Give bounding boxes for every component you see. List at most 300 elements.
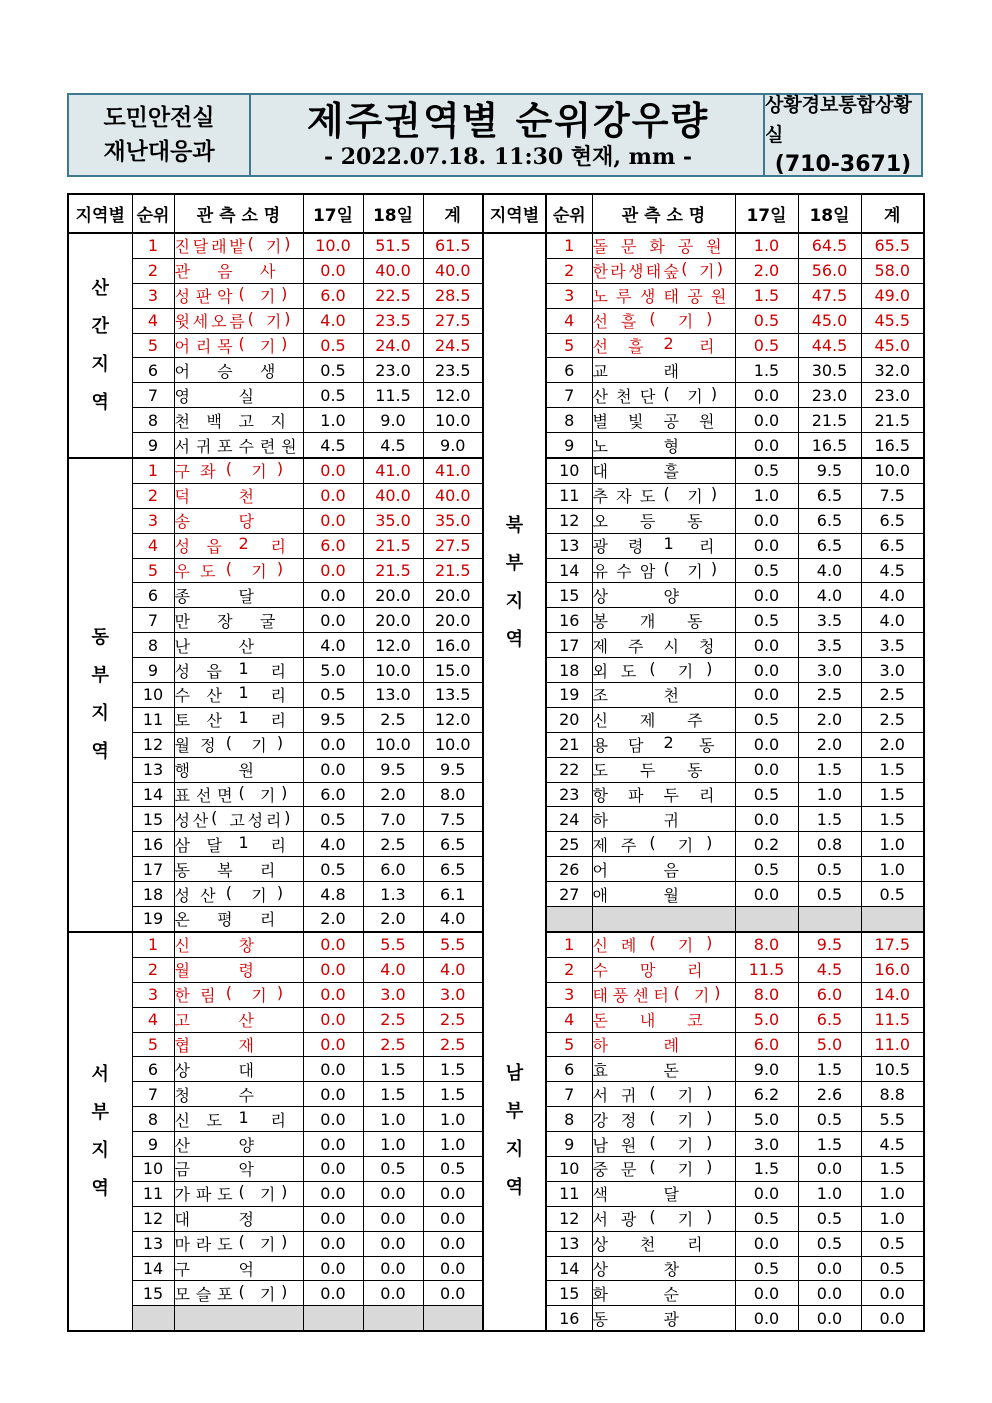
left-day17: 4.5 <box>303 433 363 458</box>
right-total: 58.0 <box>861 258 924 283</box>
left-rank: 5 <box>132 558 174 583</box>
right-total: 65.5 <box>861 233 924 258</box>
station-name-text: 윗 세 오 름 ( 기 ) <box>174 309 291 332</box>
right-day18: 1.5 <box>798 807 861 832</box>
left-rank: 7 <box>132 608 174 633</box>
right-total: 7.5 <box>861 483 924 508</box>
left-rank: 8 <box>132 1107 174 1132</box>
right-day18: 16.5 <box>798 433 861 458</box>
station-name-text: 선 흘 2 리 <box>592 334 715 356</box>
left-day18: 2.0 <box>363 907 423 932</box>
station-name-text: 금 악 <box>174 1160 254 1180</box>
left-rank: 5 <box>132 333 174 358</box>
right-day17: 5.0 <box>735 1107 798 1132</box>
right-day18: 0.5 <box>798 1107 861 1132</box>
right-station <box>592 732 735 757</box>
right-rank: 4 <box>546 1007 592 1032</box>
right-day17: 0.0 <box>735 1181 798 1206</box>
right-day17: 0.5 <box>735 707 798 732</box>
left-total: 0.0 <box>423 1256 483 1281</box>
station-name-text: 성 읍 1 리 <box>174 658 286 681</box>
right-day17: 0.0 <box>735 408 798 433</box>
left-rank: 9 <box>132 433 174 458</box>
right-total: 16.0 <box>861 957 924 982</box>
left-rank: 17 <box>132 857 174 882</box>
right-station <box>592 1306 735 1331</box>
left-station <box>174 1156 303 1181</box>
left-rank: 6 <box>132 358 174 383</box>
station-name-text: 하 례 <box>592 1035 679 1055</box>
left-day18: 21.5 <box>363 533 423 558</box>
col-day18-left: 18일 <box>363 194 423 233</box>
right-day18: 4.0 <box>798 558 861 583</box>
right-rank: 9 <box>546 1132 592 1157</box>
left-day18: 1.5 <box>363 1082 423 1107</box>
right-day17: 0.5 <box>735 558 798 583</box>
station-name-text: 신 례 ( 기 ) <box>592 933 713 956</box>
right-day18: 0.5 <box>798 882 861 907</box>
left-station <box>174 907 303 932</box>
left-day17: 0.0 <box>303 558 363 583</box>
right-total: 21.5 <box>861 408 924 433</box>
right-rank: 17 <box>546 633 592 658</box>
left-day18: 4.5 <box>363 433 423 458</box>
left-total: 35.0 <box>423 508 483 533</box>
left-day18: 22.5 <box>363 283 423 308</box>
right-station <box>592 258 735 283</box>
right-day18: 1.5 <box>798 757 861 782</box>
left-day17: 0.0 <box>303 1256 363 1281</box>
left-day17: 0.0 <box>303 1057 363 1082</box>
left-total: 0.5 <box>423 1156 483 1181</box>
col-day17-right: 17일 <box>735 194 798 233</box>
left-day18: 0.0 <box>363 1181 423 1206</box>
left-station <box>174 857 303 882</box>
right-station <box>592 308 735 333</box>
left-total: 40.0 <box>423 483 483 508</box>
right-day18: 56.0 <box>798 258 861 283</box>
station-name-text: 천 백 고 지 <box>174 411 286 431</box>
right-total: 2.0 <box>861 732 924 757</box>
right-day17: 11.5 <box>735 957 798 982</box>
right-rank: 15 <box>546 1281 592 1306</box>
left-rank: 16 <box>132 832 174 857</box>
office-box <box>763 95 921 175</box>
right-rank: 12 <box>546 1206 592 1231</box>
right-station <box>592 408 735 433</box>
right-station <box>592 508 735 533</box>
right-total: 1.0 <box>861 1181 924 1206</box>
left-rank: 8 <box>132 633 174 658</box>
left-day18: 2.0 <box>363 782 423 807</box>
station-name-text: 별 빛 공 원 <box>592 411 715 431</box>
right-total: 0.5 <box>861 1256 924 1281</box>
table-header-row <box>68 194 924 233</box>
right-day18: 64.5 <box>798 233 861 258</box>
right-day18: 0.0 <box>798 1281 861 1306</box>
station-name-text: 동 광 <box>592 1309 679 1329</box>
right-rank: 14 <box>546 558 592 583</box>
left-day17: 0.5 <box>303 857 363 882</box>
left-day17: 0.0 <box>303 1032 363 1057</box>
region-char: 지 <box>505 1139 524 1161</box>
left-day17: 5.0 <box>303 658 363 683</box>
right-day18: 1.5 <box>798 1132 861 1157</box>
left-rank: 8 <box>132 408 174 433</box>
left-day18: 1.5 <box>363 1057 423 1082</box>
right-day18: 1.5 <box>798 1057 861 1082</box>
left-day18: 35.0 <box>363 508 423 533</box>
right-rank: 10 <box>546 1156 592 1181</box>
left-day18: 51.5 <box>363 233 423 258</box>
right-rank: 7 <box>546 1082 592 1107</box>
right-day18: 21.5 <box>798 408 861 433</box>
left-total: 1.5 <box>423 1082 483 1107</box>
right-day18: 6.5 <box>798 508 861 533</box>
right-empty-cell <box>735 907 798 932</box>
left-total: 5.5 <box>423 932 483 957</box>
right-total: 4.5 <box>861 558 924 583</box>
station-name-text: 우 도 ( 기 ) <box>174 559 284 582</box>
department-line-1: 도민안전실 <box>103 105 215 131</box>
left-day18: 6.0 <box>363 857 423 882</box>
right-station <box>592 633 735 658</box>
left-rank: 1 <box>132 233 174 258</box>
left-day17: 2.0 <box>303 907 363 932</box>
left-day17: 0.0 <box>303 732 363 757</box>
left-station <box>174 1007 303 1032</box>
left-station <box>174 683 303 708</box>
right-day17: 6.2 <box>735 1082 798 1107</box>
left-day18: 11.5 <box>363 383 423 408</box>
table-row <box>68 233 924 258</box>
left-day18: 12.0 <box>363 633 423 658</box>
left-total: 27.5 <box>423 308 483 333</box>
right-total: 5.5 <box>861 1107 924 1132</box>
station-name-text: 강 정 ( 기 ) <box>592 1107 713 1130</box>
left-total: 28.5 <box>423 283 483 308</box>
left-total: 4.0 <box>423 907 483 932</box>
left-station <box>174 1206 303 1231</box>
station-name-text: 돈 내 코 <box>592 1011 703 1031</box>
left-day17: 0.0 <box>303 608 363 633</box>
left-station <box>174 882 303 907</box>
right-station <box>592 957 735 982</box>
left-day17: 0.0 <box>303 483 363 508</box>
right-total: 11.5 <box>861 1007 924 1032</box>
right-rank: 11 <box>546 483 592 508</box>
region-char: 산 <box>91 277 109 299</box>
left-total: 1.0 <box>423 1132 483 1157</box>
table-row <box>68 932 924 957</box>
right-day17: 0.0 <box>735 732 798 757</box>
left-station <box>174 258 303 283</box>
right-station <box>592 683 735 708</box>
department-line-2: 재난대응과 <box>103 139 215 165</box>
right-station <box>592 832 735 857</box>
region-char: 역 <box>505 628 524 650</box>
office-name: 상황경보통합상황실 <box>765 94 912 146</box>
station-name-text: 행 원 <box>174 761 254 781</box>
right-day18: 0.0 <box>798 1156 861 1181</box>
right-total: 4.0 <box>861 608 924 633</box>
right-rank: 7 <box>546 383 592 408</box>
left-station <box>174 1132 303 1157</box>
left-station <box>174 283 303 308</box>
left-total: 0.0 <box>423 1206 483 1231</box>
col-region-left: 지역별 <box>68 194 132 233</box>
left-rank: 14 <box>132 1256 174 1281</box>
left-total: 0.0 <box>423 1281 483 1306</box>
left-day18: 7.0 <box>363 807 423 832</box>
station-name-text: 하 귀 <box>592 810 679 830</box>
station-name-text: 모 슬 포 ( 기 ) <box>174 1281 288 1304</box>
left-day18: 40.0 <box>363 483 423 508</box>
left-day17: 1.0 <box>303 408 363 433</box>
station-name-text: 협 재 <box>174 1035 254 1055</box>
left-day18: 20.0 <box>363 608 423 633</box>
station-name-text: 어 승 생 <box>174 361 276 381</box>
right-day18: 6.0 <box>798 982 861 1007</box>
left-total: 2.5 <box>423 1007 483 1032</box>
right-day18: 0.5 <box>798 1206 861 1231</box>
right-day18: 9.5 <box>798 458 861 483</box>
left-day17: 0.5 <box>303 683 363 708</box>
right-station <box>592 333 735 358</box>
right-rank: 13 <box>546 533 592 558</box>
region-char: 간 <box>91 315 109 337</box>
right-day18: 3.5 <box>798 633 861 658</box>
report-date: - 2022.07.18. 11:30 현재, mm - <box>323 144 693 170</box>
right-day17: 8.0 <box>735 932 798 957</box>
right-day17: 0.5 <box>735 458 798 483</box>
station-name-text: 성 읍 2 리 <box>174 534 286 557</box>
left-rank: 7 <box>132 383 174 408</box>
left-total: 16.0 <box>423 633 483 658</box>
station-name-text: 진 달 래 밭 ( 기 ) <box>174 234 291 257</box>
station-name-text: 산 양 <box>174 1135 254 1155</box>
col-rank-left: 순위 <box>132 194 174 233</box>
station-name-text: 돌 문 화 공 원 <box>592 237 722 257</box>
left-total: 0.0 <box>423 1181 483 1206</box>
station-name-text: 고 산 <box>174 1011 254 1031</box>
right-day17: 1.0 <box>735 233 798 258</box>
left-rank: 11 <box>132 1181 174 1206</box>
left-day17: 0.5 <box>303 333 363 358</box>
right-day18: 0.0 <box>798 1306 861 1331</box>
left-empty-cell <box>363 1306 423 1331</box>
right-total: 0.0 <box>861 1281 924 1306</box>
right-day17: 0.0 <box>735 583 798 608</box>
right-rank: 12 <box>546 508 592 533</box>
right-day17: 0.2 <box>735 832 798 857</box>
right-total: 0.5 <box>861 1231 924 1256</box>
right-station <box>592 533 735 558</box>
station-name-text: 신 제 주 <box>592 711 703 731</box>
right-station <box>592 707 735 732</box>
right-rank: 6 <box>546 358 592 383</box>
left-day17: 0.0 <box>303 1281 363 1306</box>
left-day18: 2.5 <box>363 707 423 732</box>
right-rank: 9 <box>546 433 592 458</box>
right-total: 3.0 <box>861 658 924 683</box>
left-day18: 2.5 <box>363 1032 423 1057</box>
right-total: 45.5 <box>861 308 924 333</box>
left-day17: 9.5 <box>303 707 363 732</box>
left-day18: 2.5 <box>363 832 423 857</box>
left-total: 9.0 <box>423 433 483 458</box>
left-total: 6.5 <box>423 832 483 857</box>
right-total: 32.0 <box>861 358 924 383</box>
left-station <box>174 433 303 458</box>
left-station <box>174 807 303 832</box>
left-day17: 4.0 <box>303 308 363 333</box>
left-day18: 1.0 <box>363 1107 423 1132</box>
station-name-text: 성 판 악 ( 기 ) <box>174 284 288 307</box>
left-day17: 0.0 <box>303 1156 363 1181</box>
right-rank: 1 <box>546 233 592 258</box>
right-day17: 0.0 <box>735 1306 798 1331</box>
right-rank: 10 <box>546 458 592 483</box>
station-name-text: 봉 개 동 <box>592 611 703 631</box>
right-rank: 6 <box>546 1057 592 1082</box>
left-day17: 0.5 <box>303 807 363 832</box>
col-rank-right: 순위 <box>546 194 592 233</box>
left-rank: 2 <box>132 258 174 283</box>
left-station <box>174 1181 303 1206</box>
right-station <box>592 433 735 458</box>
right-station <box>592 782 735 807</box>
station-name-text: 효 돈 <box>592 1060 679 1080</box>
station-name-text: 항 파 두 리 <box>592 786 715 806</box>
left-total: 0.0 <box>423 1231 483 1256</box>
left-rank: 9 <box>132 658 174 683</box>
left-day17: 0.0 <box>303 258 363 283</box>
right-station <box>592 882 735 907</box>
left-day18: 9.5 <box>363 757 423 782</box>
left-total: 12.0 <box>423 383 483 408</box>
left-station <box>174 1281 303 1306</box>
right-day17: 0.0 <box>735 658 798 683</box>
right-total: 6.5 <box>861 533 924 558</box>
right-total: 4.5 <box>861 1132 924 1157</box>
station-name-text: 성 산 ( 기 ) <box>174 882 284 905</box>
right-rank: 2 <box>546 258 592 283</box>
station-name-text: 덕 천 <box>174 487 254 507</box>
right-station <box>592 932 735 957</box>
left-day18: 0.0 <box>363 1281 423 1306</box>
right-rank: 1 <box>546 932 592 957</box>
left-station <box>174 957 303 982</box>
right-total: 14.0 <box>861 982 924 1007</box>
col-total-right: 계 <box>861 194 924 233</box>
region-char: 역 <box>91 391 109 413</box>
left-total: 23.5 <box>423 358 483 383</box>
right-total: 11.0 <box>861 1032 924 1057</box>
right-day18: 9.5 <box>798 932 861 957</box>
left-total: 24.5 <box>423 333 483 358</box>
col-day17-left: 17일 <box>303 194 363 233</box>
left-day18: 40.0 <box>363 258 423 283</box>
left-station <box>174 757 303 782</box>
left-total: 41.0 <box>423 458 483 483</box>
right-day17: 0.0 <box>735 882 798 907</box>
right-total: 10.0 <box>861 458 924 483</box>
left-day17: 0.0 <box>303 1007 363 1032</box>
station-name-text: 월 정 ( 기 ) <box>174 733 284 756</box>
right-day17: 1.5 <box>735 1156 798 1181</box>
left-rank: 15 <box>132 1281 174 1306</box>
station-name-text: 상 천 리 <box>592 1235 703 1255</box>
left-rank: 4 <box>132 533 174 558</box>
right-total: 1.5 <box>861 807 924 832</box>
right-day17: 0.5 <box>735 333 798 358</box>
left-station <box>174 233 303 258</box>
right-total: 1.0 <box>861 832 924 857</box>
right-station <box>592 658 735 683</box>
right-total: 8.8 <box>861 1082 924 1107</box>
left-station <box>174 508 303 533</box>
region-char: 지 <box>505 590 524 612</box>
region-char: 지 <box>91 353 109 375</box>
left-day18: 41.0 <box>363 458 423 483</box>
left-day17: 0.0 <box>303 757 363 782</box>
left-station <box>174 333 303 358</box>
left-station <box>174 932 303 957</box>
left-station <box>174 408 303 433</box>
right-total: 45.0 <box>861 333 924 358</box>
left-rank: 4 <box>132 1007 174 1032</box>
left-total: 12.0 <box>423 707 483 732</box>
left-total: 6.1 <box>423 882 483 907</box>
report-header <box>67 93 923 177</box>
right-rank: 25 <box>546 832 592 857</box>
left-region-cell <box>68 458 132 932</box>
left-rank: 1 <box>132 932 174 957</box>
station-name-text: 신 창 <box>174 936 254 956</box>
right-day18: 30.5 <box>798 358 861 383</box>
right-station <box>592 1007 735 1032</box>
station-name-text: 추 자 도 ( 기 ) <box>592 484 718 507</box>
left-empty-cell <box>423 1306 483 1331</box>
region-char: 남 <box>505 1063 524 1085</box>
right-rank: 21 <box>546 732 592 757</box>
right-day18: 6.5 <box>798 1007 861 1032</box>
left-total: 10.0 <box>423 732 483 757</box>
station-name-text: 구 억 <box>174 1259 254 1279</box>
left-rank: 15 <box>132 807 174 832</box>
left-total: 9.5 <box>423 757 483 782</box>
right-day18: 0.5 <box>798 1231 861 1256</box>
right-rank: 27 <box>546 882 592 907</box>
rainfall-table <box>67 193 925 1332</box>
region-char: 부 <box>91 664 109 686</box>
right-station <box>592 982 735 1007</box>
right-station <box>592 1206 735 1231</box>
station-name-text: 영 실 <box>174 386 254 406</box>
right-day17: 0.0 <box>735 757 798 782</box>
station-name-text: 삼 달 1 리 <box>174 832 286 855</box>
right-rank: 4 <box>546 308 592 333</box>
station-name-text: 한 림 ( 기 ) <box>174 983 284 1006</box>
right-day17: 0.0 <box>735 807 798 832</box>
station-name-text: 색 달 <box>592 1185 679 1205</box>
left-day18: 23.5 <box>363 308 423 333</box>
left-day17: 0.0 <box>303 957 363 982</box>
right-rank: 11 <box>546 1181 592 1206</box>
region-char: 지 <box>91 1139 109 1161</box>
right-station <box>592 807 735 832</box>
